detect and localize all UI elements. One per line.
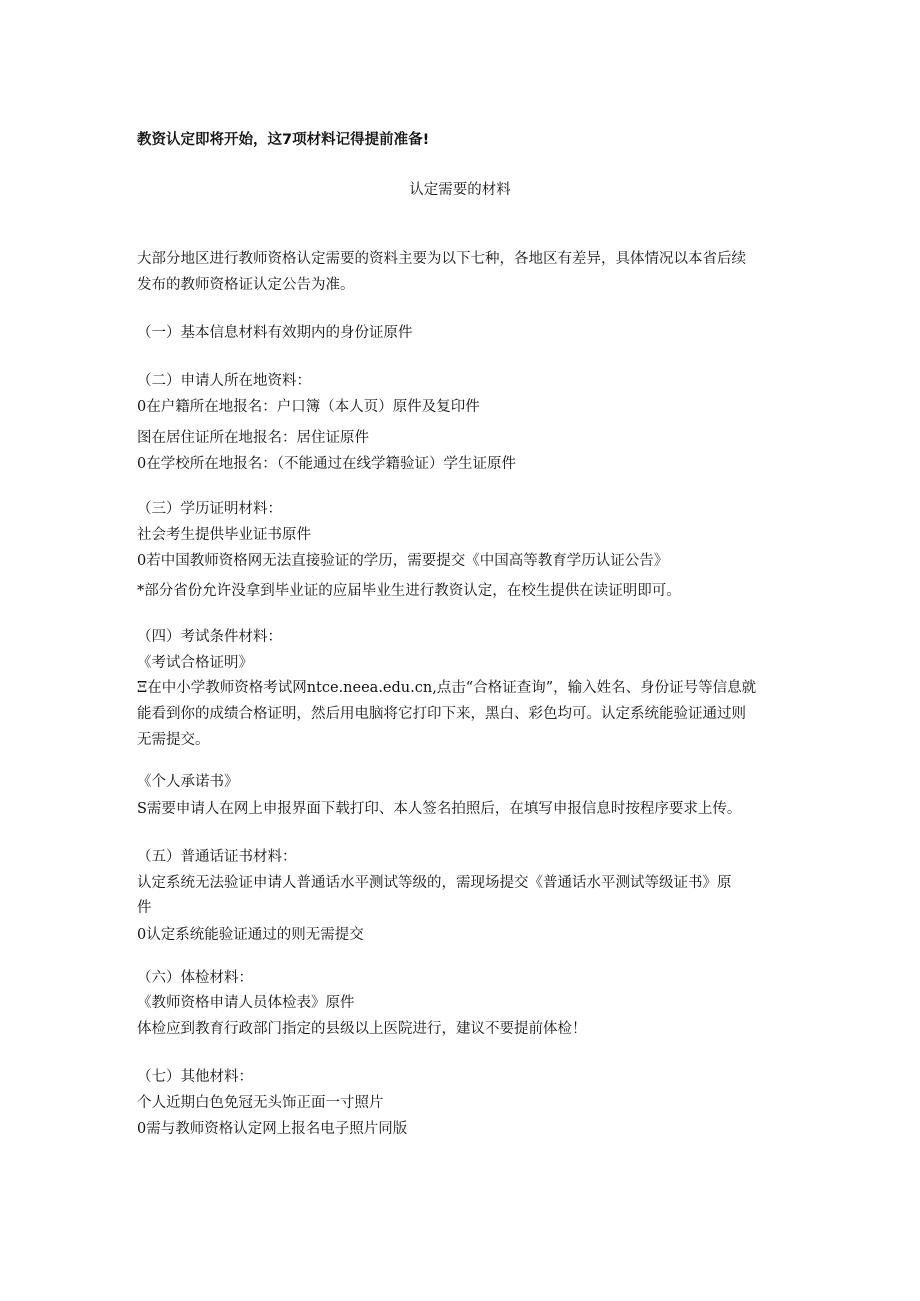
list-item: 能看到你的成绩合格证明，然后用电脑将它打印下来，黑白、彩色均可。认定系统能验证通过则	[137, 706, 746, 722]
list-item: 个人近期白色免冠无头饰正面一寸照片	[137, 1095, 384, 1111]
section-7-heading: （七）其他材料：	[137, 1069, 253, 1085]
list-item: *部分省份允许没拿到毕业证的应届毕业生进行教资认定，在校生提供在读证明即可。	[137, 583, 681, 599]
list-item: 《教师资格申请人员体检表》原件	[137, 995, 355, 1011]
list-item: 0认定系统能验证通过的则无需提交	[137, 927, 364, 943]
section-2-heading: （二）申请人所在地资料：	[137, 373, 311, 389]
list-item: 图在居住证所在地报名：居住证原件	[137, 430, 369, 446]
intro-line: 大部分地区进行教师资格认定需要的资料主要为以下七种，各地区有差异，具体情况以本省后续	[137, 251, 746, 267]
section-4-heading: （四）考试条件材料：	[137, 629, 282, 645]
section-5-heading: （五）普通话证书材料：	[137, 849, 297, 865]
list-item: 0在学校所在地报名：（不能通过在线学籍验证）学生证原件	[137, 456, 516, 472]
list-item: S需要申请人在网上申报界面下载打印、本人签名拍照后，在填写申报信息时按程序要求上传。	[137, 801, 742, 817]
list-item: 认定系统无法验证申请人普通话水平测试等级的，需现场提交《普通话水平测试等级证书》原	[137, 875, 732, 891]
list-item: 《个人承诺书》	[137, 774, 239, 790]
list-item: 无需提交。	[137, 732, 210, 748]
document-title: 教资认定即将开始，这7项材料记得提前准备!	[137, 132, 430, 148]
list-item: 0若中国教师资格网无法直接验证的学历，需要提交《中国高等教育学历认证公告》	[137, 553, 669, 569]
list-item: 件	[137, 900, 152, 916]
list-item: 体检应到教育行政部门指定的县级以上医院进行，建议不要提前体检！	[137, 1021, 587, 1037]
section-1-heading: （一）基本信息材料有效期内的身份证原件	[137, 325, 413, 341]
section-6-heading: （六）体检材料：	[137, 970, 253, 986]
section-3-heading: （三）学历证明材料：	[137, 501, 282, 517]
list-item: 0需与教师资格认定网上报名电子照片同版	[137, 1121, 408, 1137]
list-item: Ξ在中小学教师资格考试网ntce.neea.edu.cn,点击“合格证查询”，输入姓名、身份证号等信息就	[137, 680, 757, 696]
intro-line: 发布的教师资格证认定公告为准。	[137, 277, 355, 293]
document-subtitle: 认定需要的材料	[409, 182, 511, 198]
list-item: 《考试合格证明》	[137, 655, 253, 671]
list-item: 0在户籍所在地报名：户口簿（本人页）原件及复印件	[137, 399, 480, 415]
list-item: 社会考生提供毕业证书原件	[137, 527, 311, 543]
